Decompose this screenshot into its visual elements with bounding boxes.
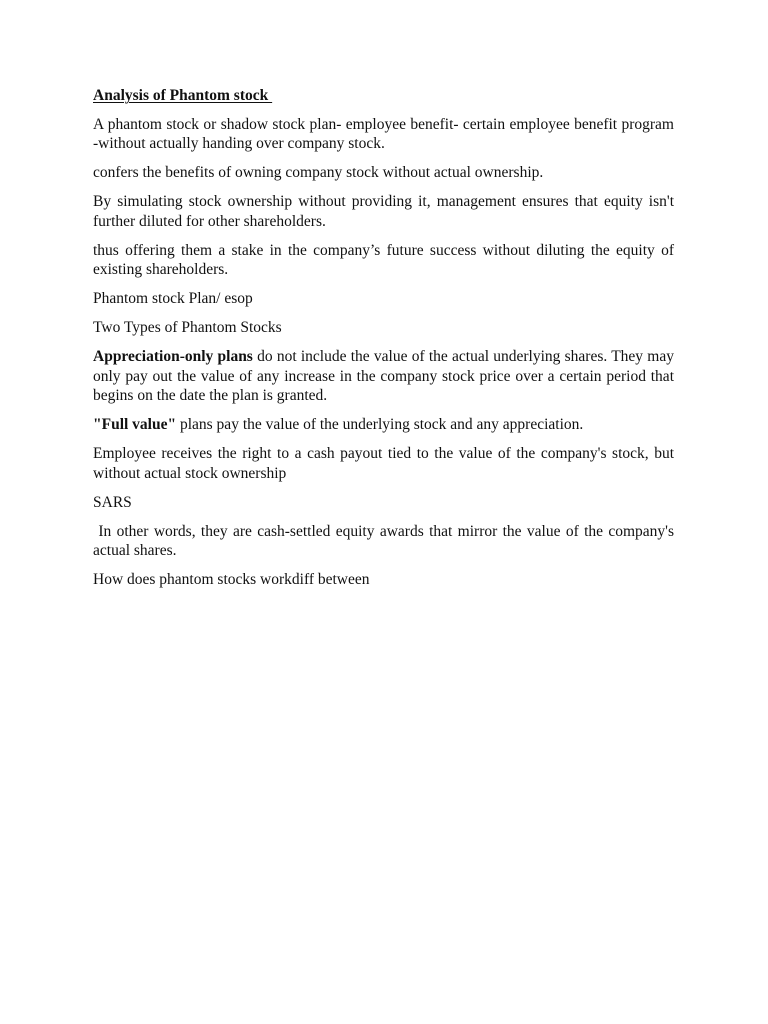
paragraph-appreciation-only [93,347,678,406]
paragraph-cash-payout: Employee receives the right to a cash payout tied to the value of the company's stock, but without actual stock ownership [93,445,674,482]
paragraph-simulating: By simulating stock ownership without providing it, management ensures that equity isn't further diluted for other shareholders. [93,193,674,230]
paragraph-plan-esop: Phantom stock Plan/ esop [93,290,253,307]
paragraph-two-types: Two Types of Phantom Stocks [93,319,282,336]
document-title: Analysis of Phantom stock [93,87,273,104]
paragraph-full-value [93,415,674,435]
document-page [93,86,678,599]
full-value-text: plans pay the value of the underlying stock and any appreciation. [176,416,584,433]
paragraph-sars: SARS [93,493,132,511]
appreciation-only-label: Appreciation-only plans [93,348,253,365]
paragraph-benefits: confers the benefits of owning company stock without actual ownership. [93,164,544,181]
paragraph-definition: A phantom stock or shadow stock plan- employee benefit- certain employee benefit program -without actually handing over company stock. [93,115,674,152]
full-value-label: "Full value" [93,416,177,433]
paragraph-stake: thus offering them a stake in the company’s future success without diluting the equity of existing shareholders. [93,241,674,278]
paragraph-how-does: How does phantom stocks workdiff between [93,571,370,588]
appreciation-only-text: do not include the value of the actual underlying shares. They may only pay out the value of any increase in the company stock price over a certain period that begins on the date the plan is granted. [93,348,678,404]
paragraph-cash-settled: In other words, they are cash-settled equity awards that mirror the value of the company's actual shares. [93,522,678,559]
